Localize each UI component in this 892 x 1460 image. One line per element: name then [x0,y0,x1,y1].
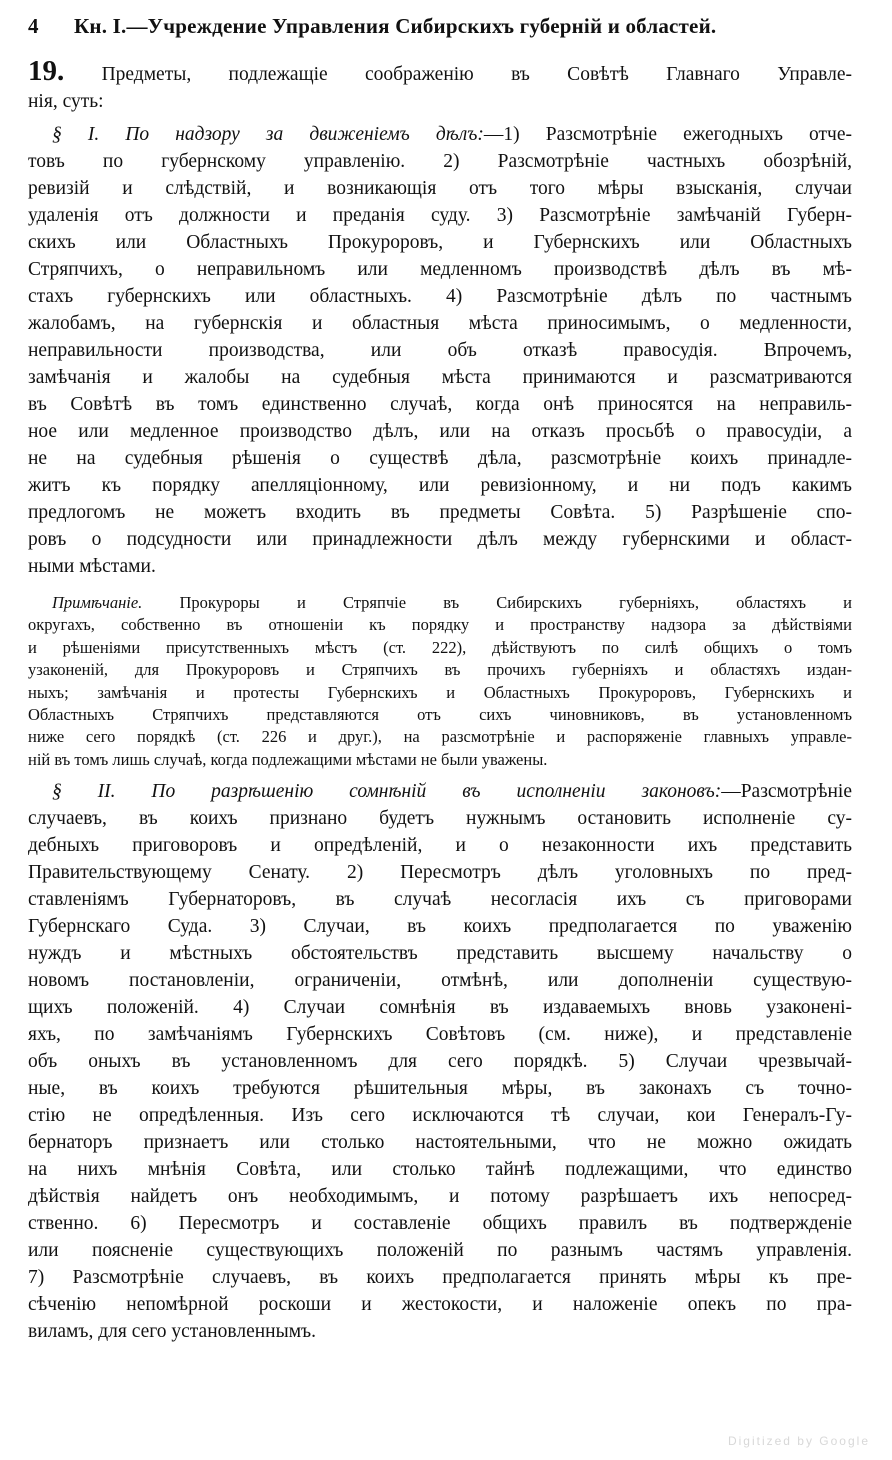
section-2 [28,778,852,1345]
section-line: виламъ, для сего установленнымъ. [28,1321,316,1343]
article-number: 19. [28,55,65,87]
section-line: 7) Разсмотрѣніе случаевъ, въ коихъ предполагается принять мѣры къ пре- [28,1267,852,1289]
section-line: или поясненіе существующихъ положеній по разнымъ частямъ управленія. [28,1240,852,1262]
section-line: стію не опредѣленныя. Изъ сего исключаются тѣ случаи, кои Генералъ-Гу- [28,1105,852,1127]
section-line: скихъ или Областныхъ Прокуроровъ, и Губернскихъ или Областныхъ [28,232,852,253]
section-line: стахъ губернскихъ или областныхъ. 4) Разсмотрѣніе дѣлъ по частнымъ [28,286,852,307]
note-line: Примѣчаніе. Прокуроры и Стряпчіе въ Сибирскихъ губерніяхъ, областяхъ и [52,593,852,612]
section-1-heading: § I. По надзору за движеніемъ дѣлъ: [52,124,484,145]
note-line: ниже сего порядкѣ (ст. 226 и друг.), на разсмотрѣніе и распоряженіе главныхъ управле- [28,727,852,747]
section-line: на нихъ мнѣнія Совѣта, или столько тайнѣ подлежащими, что единство [28,1159,852,1181]
article-19 [28,55,852,115]
digitization-watermark: Digitized by Google [727,1434,870,1448]
section-line: щихъ положеній. 4) Случаи сомнѣнія въ издаваемыхъ вновь узаконені- [28,997,852,1019]
section-1 [28,121,852,580]
section-line: товъ по губернскому управленію. 2) Разсмотрѣніе частныхъ обозрѣній, [28,151,852,172]
note-line: ній въ томъ лишь случаѣ, когда подлежащими мѣстами не были уважены. [28,749,548,769]
section-line: ными мѣстами. [28,556,156,577]
section-line: Правительствующему Сенату. 2) Пересмотръ дѣлъ уголовныхъ по пред- [28,862,852,884]
section-line: не на судебныя рѣшенія о существѣ дѣла, разсмотрѣніе коихъ принадле- [28,448,852,469]
section-line: удаленія отъ должности и преданія суду. 3) Разсмотрѣніе замѣчаній Губерн- [28,205,852,226]
footnote-block [28,592,852,771]
section-line: § I. По надзору за движеніемъ дѣлъ:—1) Разсмотрѣніе ежегодныхъ отче- [52,124,852,145]
note-line: и рѣшеніями присутственныхъ мѣстъ (ст. 222), дѣйствуютъ по силѣ общихъ о томъ [28,637,852,657]
section-line: новомъ постановленіи, ограниченіи, отмѣнѣ, или дополненіи существую- [28,970,852,992]
running-header [28,14,852,58]
article-line: нія, суть: [28,91,104,112]
section-line: бернаторъ признаетъ или столько настоятельными, что не можно ожидать [28,1132,852,1154]
note-line: округахъ, собственно въ отношеніи къ порядку и пространству надзора за дѣйствіями [28,615,852,635]
note-line: ныхъ; замѣчанія и протесты Губернскихъ и Областныхъ Прокуроровъ, Губернскихъ и [28,682,852,702]
section-line: дебныхъ приговоровъ и опредѣленій, и о незаконности ихъ представить [28,835,852,857]
section-line: житъ къ порядку апелляціонному, или ревизіонному, и ни подъ какимъ [28,475,852,496]
section-line: ное или медленное производство дѣлъ, или на отказъ просьбѣ о правосудіи, а [28,421,852,442]
section-line: Губернскаго Суда. 3) Случаи, въ коихъ предполагается по уваженію [28,916,852,938]
section-line: случаевъ, въ коихъ признано будетъ нужнымъ остановить исполненіе су- [28,808,852,830]
section-line: яхъ, по замѣчаніямъ Губернскихъ Совѣтовъ (см. ниже), и представленіе [28,1024,852,1046]
section-line: ревизій и слѣдствій, и возникающія отъ того мѣры взысканія, случаи [28,178,852,199]
section-line: дѣйствія найдетъ онъ необходимымъ, и потому разрѣшаетъ ихъ непосред- [28,1186,852,1208]
section-line: замѣчанія и жалобы на судебныя мѣста принимаются и разсматриваются [28,367,852,388]
running-title: Кн. I.—Учреждение Управления Сибирскихъ губерній и областей. [74,14,717,38]
section-line: ставленіямъ Губернаторовъ, въ случаѣ несогласія ихъ съ приговорами [28,889,852,911]
section-line: въ Совѣтѣ въ томъ единственно случаѣ, когда онѣ приносятся на неправиль- [28,394,852,415]
section-line: сѣченію непомѣрной роскоши и жестокости, и наложеніе опекъ по пра- [28,1294,852,1316]
section-line: Стряпчихъ, о неправильномъ или медленномъ производствѣ дѣлъ въ мѣ- [28,259,852,280]
section-line: нуждъ и мѣстныхъ обстоятельствъ представить высшему начальству о [28,943,852,965]
note-line: Областныхъ Стряпчихъ представляются отъ сихъ чиновниковъ, въ установленномъ [28,705,852,725]
section-2-heading: § II. По разрѣшенію сомнѣній въ исполненіи законовъ: [52,781,722,803]
note-line: узаконеній, для Прокуроровъ и Стряпчихъ въ прочихъ губерніяхъ и областяхъ издан- [28,660,852,680]
section-line: объ оныхъ въ установленномъ для сего порядкѣ. 5) Случаи чрезвычай- [28,1051,852,1073]
section-line: жалобамъ, на губернскія и областныя мѣста приносимымъ, о медленности, [28,313,852,334]
note-label: Примѣчаніе. [52,593,143,612]
page-number: 4 [28,14,39,38]
section-line: неправильности производства, или объ отказѣ правосудія. Впрочемъ, [28,340,852,361]
section-line: ные, въ коихъ требуются рѣшительныя мѣры, въ законахъ съ точно- [28,1078,852,1100]
section-line: ровъ о подсудности или принадлежности дѣлъ между губернскими и област- [28,529,852,550]
section-line: § II. По разрѣшенію сомнѣній въ исполненіи законовъ:—Разсмотрѣніе [52,781,852,803]
section-line: ственно. 6) Пересмотръ и составленіе общихъ правилъ въ подтвержденіе [28,1213,852,1235]
section-line: предлогомъ не можетъ входить въ предметы Совѣта. 5) Разрѣшеніе спо- [28,502,852,523]
article-line: 19. Предметы, подлежащіе соображенію въ Совѣтѣ Главнаго Управле- [28,55,852,87]
